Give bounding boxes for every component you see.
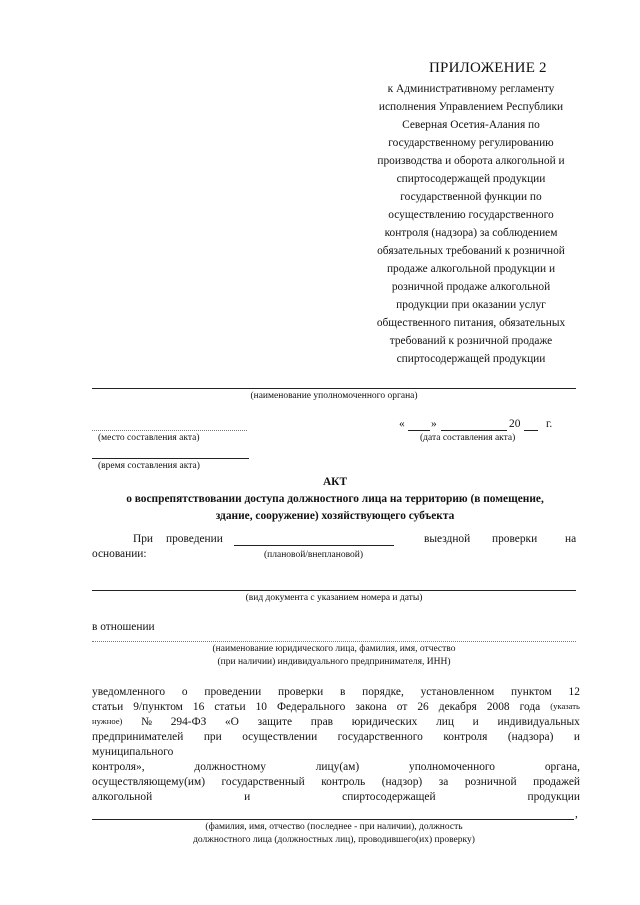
date-year-prefix: 20: [509, 418, 521, 430]
word: должностному: [194, 761, 266, 773]
word: статьи: [92, 701, 124, 713]
word: уведомленного: [92, 686, 166, 698]
para1-line-2: основании:: [92, 548, 147, 560]
word: №: [141, 716, 152, 728]
word: и: [244, 791, 251, 803]
date-caption: (дата составления акта): [420, 433, 516, 443]
word: порядке,: [362, 686, 404, 698]
word: юридических: [351, 716, 418, 728]
annex-line: контроля (надзора) за соблюдением: [384, 227, 558, 239]
word: установленном: [420, 686, 495, 698]
word: (указать: [550, 701, 580, 711]
annex-line: спиртосодержащей продукции: [396, 173, 546, 185]
word: 26: [417, 701, 429, 713]
word: осуществляющему(им): [92, 776, 206, 788]
annex-title: ПРИЛОЖЕНИЕ 2: [429, 60, 547, 76]
word: и: [573, 731, 580, 743]
date-day-line: [408, 430, 430, 431]
word: осуществлении: [242, 731, 318, 743]
word: контроля»,: [92, 761, 145, 773]
word: контроль: [321, 776, 366, 788]
notice-line-1: [92, 686, 580, 698]
act-subtitle-line-1: о воспрепятствовании доступа должностного лица на территорию (в помещение,: [126, 493, 544, 505]
date-year-suffix: г.: [546, 418, 553, 430]
word: в: [339, 686, 346, 698]
entity-caption-1: (наименование юридического лица, фамилия, имя, отчество: [212, 644, 456, 654]
annex-line: государственной функции по: [400, 191, 542, 203]
official-line: [92, 819, 574, 820]
date-open-quote: «: [399, 418, 405, 430]
word: года: [519, 701, 541, 713]
word: пунктом: [510, 686, 552, 698]
word: уполномоченного: [409, 761, 495, 773]
word: 12: [568, 686, 580, 698]
word: при: [203, 731, 222, 743]
annex-line: осуществлению государственного: [388, 209, 554, 221]
word: лиц: [436, 716, 454, 728]
word: продажей: [533, 776, 580, 788]
notice-line-5: муниципального: [92, 746, 174, 758]
word: 294-ФЗ: [170, 716, 207, 728]
word: индивидуальных: [497, 716, 580, 728]
word: розничной: [464, 776, 517, 788]
para1-word-5: на: [565, 533, 577, 545]
place-line: [92, 430, 247, 431]
official-line-comma: ,: [575, 808, 578, 820]
notice-line-2: [92, 701, 580, 713]
annex-line: требований к розничной продаже: [389, 335, 553, 347]
word: нужное): [92, 716, 123, 726]
word: органа,: [544, 761, 580, 773]
notice-line-8: [92, 791, 580, 803]
word: закона: [355, 701, 387, 713]
word: государственный: [221, 776, 305, 788]
date-close-quote: »: [431, 418, 437, 430]
notice-line-4: [92, 731, 580, 743]
regarding-label: в отношении: [92, 621, 155, 633]
word: декабря: [438, 701, 477, 713]
annex-line: обязательных требований к розничной: [377, 245, 565, 257]
annex-line: общественного питания, обязательных: [376, 317, 566, 329]
place-caption: (место составления акта): [98, 433, 200, 443]
word: 2008: [486, 701, 510, 713]
annex-line: продукции при оказании услуг: [396, 299, 546, 311]
annex-line: производства и оборота алкогольной и: [377, 155, 565, 167]
date-month-line: [441, 430, 507, 431]
word: предпринимателей: [92, 731, 184, 743]
notice-line-7: [92, 776, 580, 788]
annex-line: Северная Осетия-Алания по: [402, 119, 540, 131]
notice-line-3: [92, 716, 580, 728]
word: прав: [310, 716, 334, 728]
document-line: [92, 590, 576, 591]
word: 9/пунктом: [133, 701, 183, 713]
notice-line-6: [92, 761, 580, 773]
annex-line: розничной продаже алкогольной: [391, 281, 551, 293]
word: лицу(ам): [315, 761, 360, 773]
entity-caption-2: (при наличии) индивидуального предпринимателя, ИНН): [217, 657, 451, 667]
word: 10: [255, 701, 267, 713]
word: (надзор): [381, 776, 423, 788]
word: государственного: [337, 731, 423, 743]
inspection-type-caption: (плановой/внеплановой): [264, 550, 364, 560]
time-line: [92, 458, 249, 459]
word: о: [181, 686, 188, 698]
official-caption-2: должностного лица (должностных лиц), проводившего(их) проверку): [193, 835, 475, 845]
annex-line: государственному регулированию: [388, 137, 554, 149]
annex-line: к Административному регламенту: [387, 83, 555, 95]
organ-line: [92, 388, 576, 389]
annex-line: продаже алкогольной продукции и: [386, 263, 556, 275]
entity-line: [92, 641, 576, 642]
word: защите: [257, 716, 293, 728]
annex-description: [355, 80, 587, 368]
word: алкогольной: [92, 791, 153, 803]
word: (надзора): [507, 731, 554, 743]
inspection-type-line: [234, 545, 394, 546]
para1-word-3: выездной: [424, 533, 471, 545]
word: спиртосодержащей: [342, 791, 436, 803]
word: 16: [192, 701, 205, 713]
act-subtitle-line-2: здание, сооружение) хозяйствующего субъекта: [215, 510, 455, 522]
date-year-line: [524, 430, 538, 431]
word: Федерального: [277, 701, 346, 713]
word: контроля: [443, 731, 488, 743]
word: и: [472, 716, 479, 728]
para1-word-2: проведении: [166, 533, 223, 545]
annex-line: исполнения Управлением Республики: [378, 101, 564, 113]
organ-caption: (наименование уполномоченного органа): [250, 391, 418, 401]
word: проверки: [278, 686, 324, 698]
annex-line: спиртосодержащей продукции: [396, 353, 546, 365]
word: продукции: [527, 791, 580, 803]
act-heading: АКТ: [322, 476, 348, 488]
para1-word-4: проверки: [492, 533, 538, 545]
document-caption: (вид документа с указанием номера и даты): [245, 593, 423, 603]
time-caption: (время составления акта): [98, 461, 200, 471]
word: проведении: [204, 686, 262, 698]
para1-word-1: При: [133, 533, 154, 545]
word: «О: [224, 716, 239, 728]
word: от: [396, 701, 408, 713]
official-caption-1: (фамилия, имя, отчество (последнее - при наличии), должность: [205, 822, 463, 832]
word: за: [438, 776, 449, 788]
word: статьи: [214, 701, 246, 713]
